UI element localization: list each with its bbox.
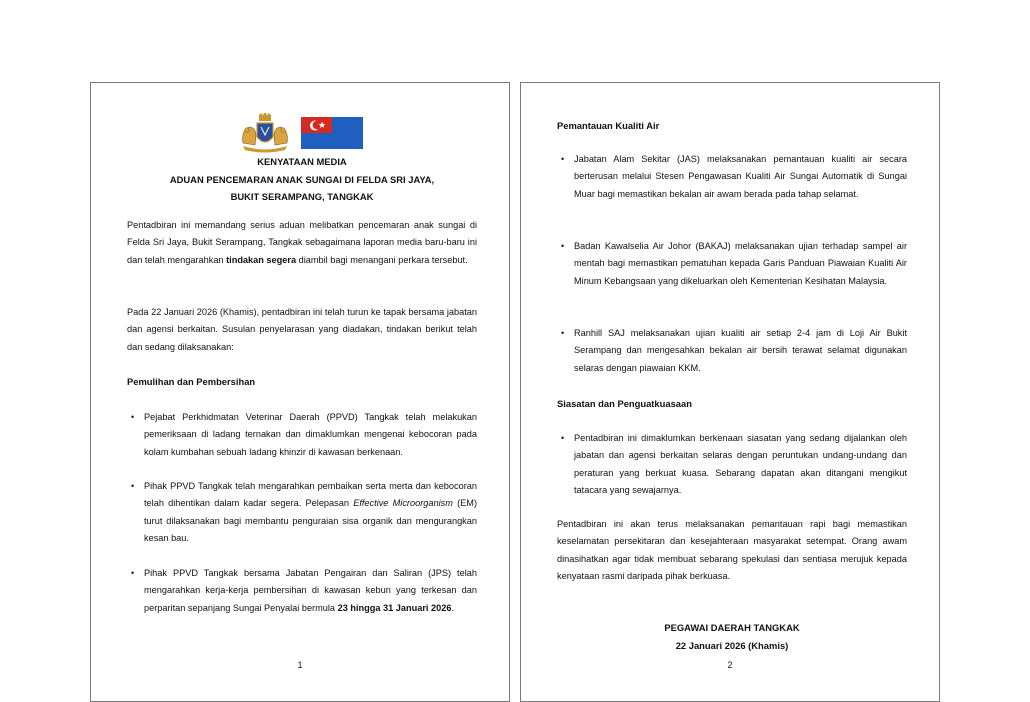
section-heading-water-quality: Pemantauan Kualiti Air [557,120,660,131]
page-title-line-1: ADUAN PENCEMARAN ANAK SUNGAI DI FELDA SRI JAYA, [169,173,435,185]
page-number: 2 [727,660,733,670]
list-item: • Pentadbiran ini dimaklumkan berkenaan siasatan yang sedang dijalankan oleh jabatan dan agensi berkaitan selaras dengan peruntukan undang-undang dan peraturan yang berkuat kuasa. Sebarang dapatan akan ditangani mengikut tatacara yang sewajarnya. [561,433,907,496]
list-item: • Jabatan Alam Sekitar (JAS) melaksanakan pemantauan kualiti air secara berterusan melalui Stesen Pengawasan Kualiti Air Sungai Automatik di Sungai Muar bagi memastikan bekalan air awam berada pada tahap selamat. [561,154,907,199]
action-paragraph: Pada 22 Januari 2026 (Khamis), pentadbiran ini telah turun ke tapak bersama jabatan dan agensi berkaitan. Susulan penyelarasan yang diadakan, tindakan berikut telah dan sedang dilaksanakan: [127,307,477,352]
list-item: • Ranhill SAJ melaksanakan ujian kualiti air setiap 2-4 jam di Loji Air Bukit Serampang dan mengesahkan bekalan air bersih terawat selamat digunakan selaras dengan piawaian KKM. [561,328,907,373]
closing-paragraph: Pentadbiran ini akan terus melaksanakan pemantauan rapi bagi memastikan keselamatan persekitaran dan kesejahteraan masyarakat setempat. Orang awam dinasihatkan agar tidak membuat sebarang spekulasi dan sentiasa merujuk kepada kenyataan rasmi daripada pihak berkuasa. [557,519,907,582]
list-item: • Badan Kawalselia Air Johor (BAKAJ) melaksanakan ujian terhadap sampel air mentah bagi memastikan pematuhan kepada Garis Panduan Piawaian Kualiti Air Minum Kebangsaan yang dikeluarkan oleh Kementerian Kesihatan Malaysia. [561,241,907,286]
page-title-line-2: BUKIT SERAMPANG, TANGKAK [230,191,374,202]
signatory: PEGAWAI DAERAH TANGKAK [664,622,800,633]
list-item: • Pejabat Perkhidmatan Veterinar Daerah (PPVD) Tangkak telah melakukan pemeriksaan di ladang ternakan dan dimaklumkan mengenai kebocoran pada kolam kumbahan sebuah ladang khinzir di kawasan berkenaan. [131,412,477,457]
list-item: • Pihak PPVD Tangkak bersama Jabatan Pengairan dan Saliran (JPS) telah mengarahkan kerja-kerja pembersihan di kawasan kebun yang terkesan dan perparitan sepanjang Sungai Penyalai bermula 23 hingga 31 Januari 2026. [131,568,477,613]
statement-label: KENYATAAN MEDIA [257,156,347,167]
document-page-1 [90,82,510,702]
sign-date: 22 Januari 2026 (Khamis) [675,639,789,651]
document-page-2 [520,82,940,702]
page-number: 1 [297,660,303,670]
logo-row [91,113,509,153]
johor-flag-icon [301,117,363,149]
list-item: • Pihak PPVD Tangkak telah mengarahkan pembaikan serta merta dan kebocoran telah dihentikan dalam kadar segera. Pelepasan Effective Microorganism (EM) turut dilaksanakan bagi membantu penguraian sisa organik dan mengurangkan kesan bau. [131,481,478,544]
johor-crest-icon [237,113,293,153]
intro-paragraph: Pentadbiran ini memandang serius aduan melibatkan pencemaran anak sungai di Felda Sri Jaya, Bukit Serampang, Tangkak sebagaimana laporan media baru-baru ini dan telah mengarahkan tindakan segera diambil bagi menangani perkara tersebut. [127,220,477,265]
section-heading-recovery: Pemulihan dan Pembersihan [127,376,256,387]
section-heading-investigation: Siasatan dan Penguatkuasaan [557,398,692,409]
